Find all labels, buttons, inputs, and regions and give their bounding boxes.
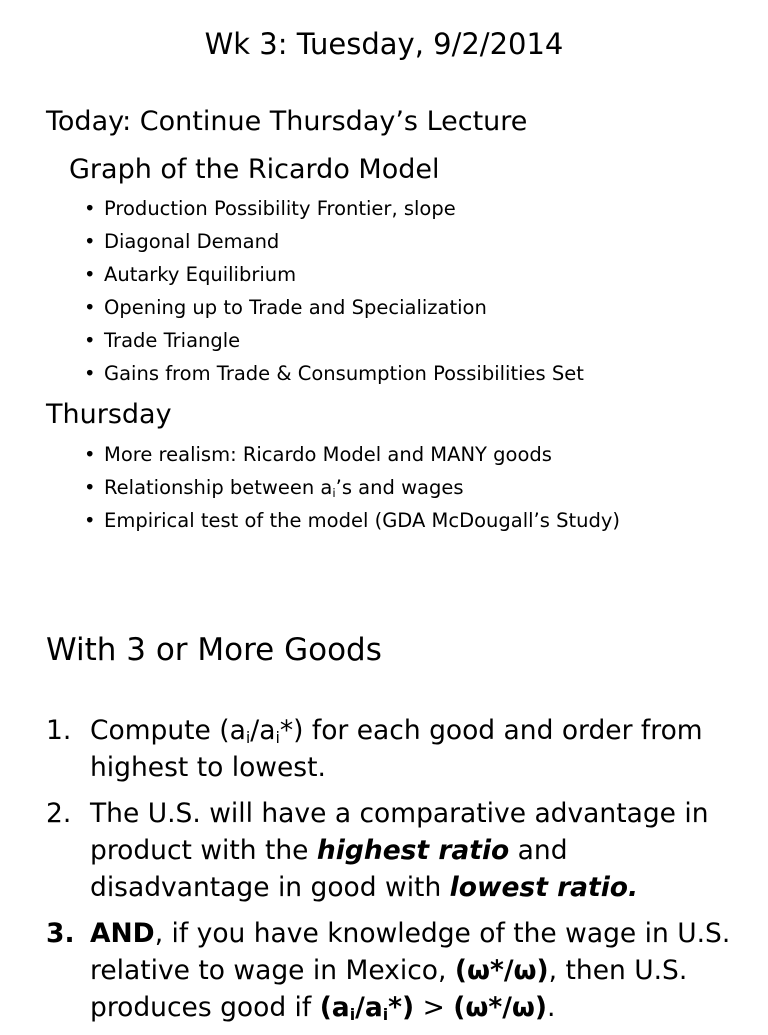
list-item: • More realism: Ricardo Model and MANY goods bbox=[84, 438, 620, 471]
bold-text bbox=[320, 992, 414, 1023]
item-number: 1. bbox=[46, 715, 72, 746]
text-run: , if you have knowledge of the wage in U.S. relative to wage in Mexico, bbox=[90, 918, 731, 986]
text-run: , then U.S. produces good if bbox=[90, 955, 688, 1023]
graph-heading: Graph of the Ricardo Model bbox=[69, 154, 440, 185]
bold-text: (ω*/ω) bbox=[453, 992, 548, 1023]
list-item: • Trade Triangle bbox=[84, 324, 584, 357]
list-item: • Gains from Trade & Consumption Possibilities Set bbox=[84, 357, 584, 390]
list-item bbox=[46, 915, 746, 1026]
text-run: . bbox=[547, 992, 556, 1023]
item-number: 2. bbox=[46, 798, 72, 829]
subscript: i bbox=[332, 485, 336, 500]
emphasis-text: lowest ratio. bbox=[449, 872, 639, 903]
text-run: *) bbox=[388, 992, 415, 1023]
bold-text: AND bbox=[90, 918, 155, 949]
text-run: /a bbox=[355, 992, 383, 1023]
slide-2 bbox=[0, 580, 768, 1024]
list-item: • Autarky Equilibrium bbox=[84, 258, 584, 291]
slide-heading: With 3 or More Goods bbox=[46, 632, 382, 668]
text-run: Compute (a bbox=[90, 715, 246, 746]
emphasis-text: highest ratio bbox=[316, 835, 510, 866]
text-run: The U.S. will have a comparative advantage in product with the bbox=[90, 798, 709, 866]
slide-title: Wk 3: Tuesday, 9/2/2014 bbox=[204, 27, 564, 61]
item-number: 3. bbox=[46, 918, 75, 949]
text-run: Relationship between a bbox=[104, 476, 333, 499]
bold-text: (ω*/ω) bbox=[454, 955, 549, 986]
subscript: i bbox=[275, 727, 280, 747]
subscript: i bbox=[349, 1004, 356, 1024]
list-item bbox=[46, 795, 746, 906]
text-run: > bbox=[414, 992, 454, 1023]
text-run: (a bbox=[319, 992, 350, 1023]
list-item bbox=[84, 471, 620, 504]
thursday-heading: Thursday bbox=[46, 399, 172, 430]
subscript: i bbox=[245, 727, 251, 747]
today-bullet-list bbox=[84, 192, 584, 390]
text-run: and disadvantage in good with bbox=[90, 835, 568, 903]
today-heading: Today: Continue Thursday’s Lecture bbox=[46, 106, 528, 137]
numbered-list bbox=[46, 712, 746, 1035]
list-item: • Empirical test of the model (GDA McDougall’s Study) bbox=[84, 504, 620, 537]
list-item: • Opening up to Trade and Specialization bbox=[84, 291, 584, 324]
list-item: • Production Possibility Frontier, slope bbox=[84, 192, 584, 225]
list-item: • Diagonal Demand bbox=[84, 225, 584, 258]
list-item bbox=[46, 712, 746, 786]
text-run: *) for each good and order from highest to lowest. bbox=[90, 715, 703, 783]
subscript: i bbox=[382, 1004, 389, 1024]
text-run: ’s and wages bbox=[335, 476, 464, 499]
text-run: /a bbox=[250, 715, 276, 746]
thursday-bullet-list bbox=[84, 438, 620, 537]
